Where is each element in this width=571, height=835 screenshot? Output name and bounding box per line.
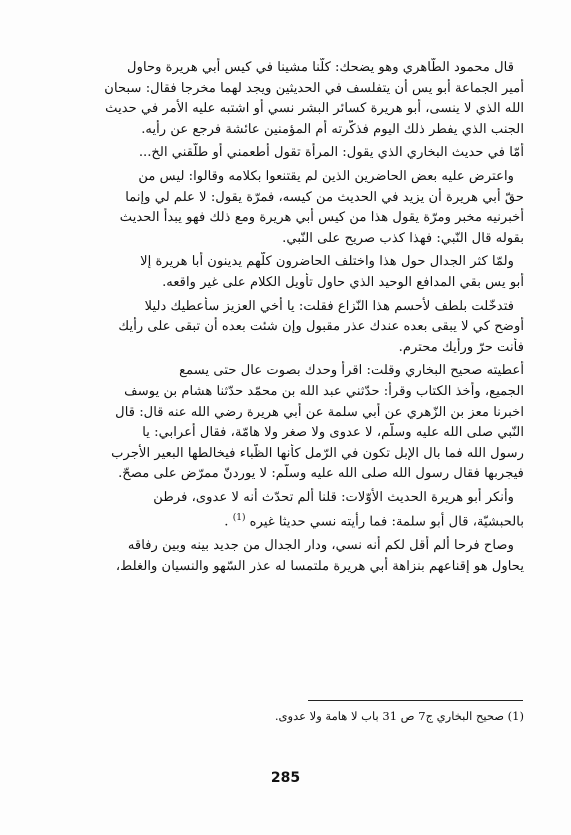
footnote-reference: (1) — [232, 513, 246, 524]
paragraph — [62, 252, 524, 293]
paragraph — [62, 167, 524, 249]
text-line: اخبرنا معز بن الزّهري عن أبي سلمة عن أبي هريرة رضي الله عنه قال: قال — [115, 404, 524, 420]
text-line: أبو يس بقي المدافع الوحيد الذي حاول تأويل الكلام على غير واقعه. — [162, 274, 524, 290]
text-line: أمّا في حديث البخاري الذي يقول: المرأة تقول أطعمني أو طلّقني الخ... — [138, 145, 524, 161]
text-line: قال محمود الطّاهري وهو يضحك: كلّنا مشينا في كيس أبي هريرة وحاول — [127, 60, 514, 75]
text-line: يحاول هو إقناعهم بنزاهة أبي هريرة ملتمسا له عذر السّهو والنسيان والغلط، — [115, 559, 524, 575]
text-line: رسول الله فما بال الإبل تكون في الرّمل كأنها الظّباء فيخالطها البعير الأجرب — [111, 445, 524, 461]
text-line: وأنكر أبو هريرة الحديث الأوّلات: قلنا ألم تحدّث أنه لا عدوى، فرطن — [153, 489, 514, 505]
text-line: واعترض عليه بعض الحاضرين الذين لم يقتنعوا بكلامه وقالوا: ليس من — [138, 168, 514, 184]
text-line: فتدخّلت بلطف لأحسم هذا النّزاع فقلت: يا أخي العزيز سأعطيك دليلا — [144, 298, 514, 314]
paragraph — [62, 297, 524, 359]
sentence-end: . — [224, 514, 229, 530]
text-line: أعطيته صحيح البخاري وقلت: اقرأ وحدك بصوت عال حتى يسمع — [179, 363, 524, 379]
paragraph — [62, 488, 524, 534]
text-line: ولمّا كثر الجدال حول هذا واختلف الحاضرون كلّهم يدينون أبا هريرة إلا — [140, 254, 514, 270]
text-line: أخبرنيه مخبر ومرّة يقول هذا من كيس أبي هريرة ومع ذلك فهو يبدأ الحديث — [119, 210, 524, 226]
text-line: الجميع، وأخذ الكتاب وقرأ: حدّثني عبد الله بن محمّد حدّثنا هشام بن يوسف — [124, 383, 524, 399]
text-line: النّبي صلى الله عليه وسلّم، لا عدوى ولا صغر ولا هامّة، فقال أعرابي: يا — [142, 425, 524, 441]
text-line: وصاح فرحا ألم أقل لكم أنه نسي، ودار الجدال من جديد بينه وبين رفاقه — [127, 538, 514, 554]
footnote-divider — [308, 700, 523, 701]
page-number: 285 — [270, 770, 301, 786]
text-line: فأنت حرّ ورأيك محترم. — [398, 339, 524, 355]
text-line: أمير الجماعة أبو يس أن يتفلسف في الحديثين ويجد لهما مخرجا فقال: سبحان — [104, 80, 524, 96]
paragraph — [62, 361, 524, 485]
paragraph — [62, 143, 524, 164]
text-line: أوضح كي لا يبقى بعده عندك عذر مقبول وإن شئت بعده أن تبقى على رأيك — [118, 319, 524, 335]
text-line-content: بالحبشيّة، قال أبو سلمة: فما رأيته نسي حديثا غيره — [249, 514, 524, 530]
text-line: الله الذي لا ينسى، أبو هريرة كسائر البشر نسي أو اشتبه عليه الأمر في حديث — [105, 101, 524, 117]
paragraph — [62, 536, 524, 577]
text-line: بقوله قال النّبي: فهذا كذب صريح على النّبي. — [282, 230, 524, 246]
paragraph — [62, 58, 524, 140]
text-line: فيجربها فقال رسول الله صلى الله عليه وسلّم: لا يوردنّ ممرّض على مصحّ. — [118, 466, 524, 482]
footnote: (1) صحيح البخاري ج7 ص 31 باب لا هامة ولا عدوى. — [274, 709, 524, 723]
text-line: حقّ أبي هريرة أن يزيد في الحديث من كيسه، فمرّة يقول: لا علم لي وإنما — [125, 189, 524, 205]
text-body — [62, 58, 524, 581]
text-line: الجنب الذي يفطر ذلك اليوم فذكّرته أم المؤمنين عائشة فرجع عن رأيه. — [141, 121, 524, 137]
text-line — [62, 508, 524, 533]
